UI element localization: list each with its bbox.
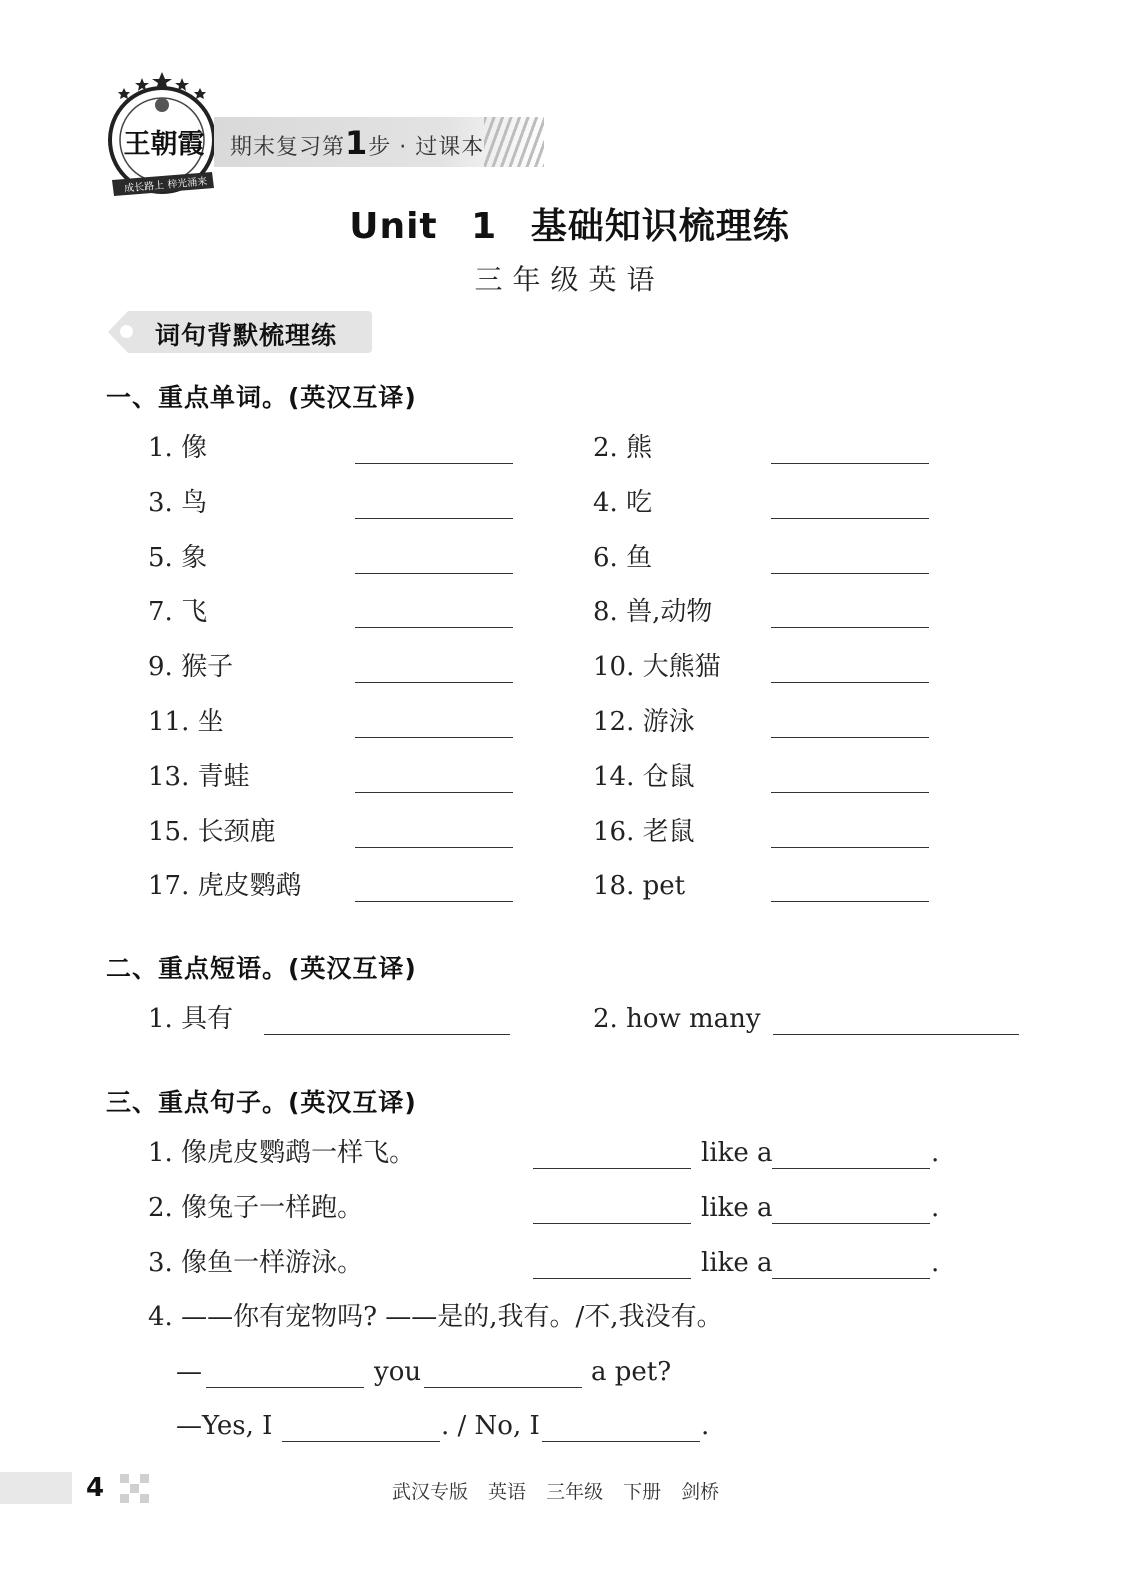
dialogue-word: a pet?	[591, 1357, 672, 1387]
sentence-period: .	[931, 1248, 940, 1278]
word-item: 11. 坐	[148, 707, 224, 737]
sentence-fixed-text: like a	[701, 1193, 773, 1223]
answer-blank[interactable]	[424, 1387, 582, 1388]
sentence-cn: 3. 像鱼一样游泳。	[148, 1248, 364, 1278]
page-title: Unit 1 基础知识梳理练	[349, 206, 790, 247]
section1-heading: 一、重点单词。(英汉互译)	[106, 383, 417, 412]
page-number: 4	[86, 1473, 105, 1503]
dialogue-answer-mid: . / No, I	[441, 1411, 540, 1441]
sentence-fixed-text: like a	[701, 1248, 773, 1278]
word-item: 18. pet	[593, 871, 686, 902]
answer-blank[interactable]	[771, 901, 929, 902]
word-item: 4. 吃	[593, 487, 653, 518]
answer-blank[interactable]	[355, 682, 513, 683]
answer-blank[interactable]	[772, 1278, 930, 1279]
sentence-period: .	[931, 1138, 940, 1168]
answer-blank[interactable]	[542, 1441, 700, 1442]
answer-blank[interactable]	[771, 792, 929, 793]
answer-blank[interactable]	[533, 1223, 691, 1224]
word-item: 13. 青蛙	[148, 761, 250, 792]
footer-squares	[120, 1474, 150, 1504]
answer-blank[interactable]	[355, 463, 513, 464]
word-item: 12. 游泳	[593, 707, 695, 737]
answer-blank[interactable]	[206, 1387, 364, 1388]
section3-heading: 三、重点句子。(英汉互译)	[106, 1088, 417, 1117]
footer-bar	[0, 1472, 72, 1504]
answer-blank[interactable]	[772, 1168, 930, 1169]
footer-edition: 武汉专版 英语 三年级 下册 剑桥	[392, 1481, 720, 1503]
sentence-cn: 1. 像虎皮鹦鹉一样飞。	[148, 1138, 416, 1168]
answer-blank[interactable]	[355, 518, 513, 519]
answer-blank[interactable]	[533, 1278, 691, 1279]
sentence-fixed-text: like a	[701, 1138, 773, 1168]
word-item: 1. 像	[148, 433, 208, 463]
answer-blank[interactable]	[771, 518, 929, 519]
answer-blank[interactable]	[771, 573, 929, 574]
section-tag-label: 词句背默梳理练	[155, 321, 338, 350]
word-item: 5. 象	[148, 542, 208, 573]
word-item: 10. 大熊猫	[593, 652, 721, 683]
word-item: 6. 鱼	[593, 542, 653, 573]
section2-heading: 二、重点短语。(英汉互译)	[106, 954, 417, 983]
word-item: 3. 鸟	[148, 487, 208, 518]
header-label: 期末复习第1步 · 过课本	[230, 124, 485, 162]
page-subtitle: 三年级英语	[474, 263, 665, 296]
answer-blank[interactable]	[771, 627, 929, 628]
word-item: 7. 飞	[148, 597, 208, 628]
answer-blank[interactable]	[355, 901, 513, 902]
dialogue-dash: —	[176, 1357, 202, 1387]
dialogue-answer-end: .	[701, 1411, 710, 1441]
dialogue-word: you	[374, 1357, 422, 1387]
dialogue-question: 4. ——你有宠物吗? ——是的,我有。/不,我没有。	[148, 1302, 723, 1332]
answer-blank[interactable]	[771, 463, 929, 464]
answer-blank[interactable]	[771, 682, 929, 683]
phrase-item: 1. 具有	[148, 1004, 234, 1034]
answer-blank[interactable]	[355, 573, 513, 574]
answer-blank[interactable]	[264, 1034, 510, 1035]
tag-hole-icon	[120, 325, 133, 338]
word-item: 16. 老鼠	[593, 816, 695, 847]
answer-blank[interactable]	[282, 1441, 440, 1442]
word-item: 8. 兽,动物	[593, 597, 713, 628]
word-item: 9. 猴子	[148, 652, 234, 683]
answer-blank[interactable]	[772, 1223, 930, 1224]
dialogue-answer-start: —Yes, I	[176, 1411, 273, 1441]
answer-blank[interactable]	[355, 627, 513, 628]
logo-text: 王朝霞	[123, 129, 205, 160]
logo-ribbon-text: 成长路上 梓光涌来	[123, 176, 208, 195]
sentence-period: .	[931, 1193, 940, 1223]
word-item: 2. 熊	[593, 433, 653, 463]
sentence-cn: 2. 像兔子一样跑。	[148, 1193, 364, 1223]
phrase-item: 2. how many	[593, 1004, 761, 1034]
word-item: 14. 仓鼠	[593, 761, 695, 792]
answer-blank[interactable]	[355, 847, 513, 848]
answer-blank[interactable]	[771, 847, 929, 848]
answer-blank[interactable]	[771, 737, 929, 738]
word-item: 15. 长颈鹿	[148, 816, 276, 847]
answer-blank[interactable]	[355, 792, 513, 793]
answer-blank[interactable]	[533, 1168, 691, 1169]
answer-blank[interactable]	[355, 737, 513, 738]
answer-blank[interactable]	[773, 1034, 1019, 1035]
word-item: 17. 虎皮鹦鹉	[148, 871, 302, 902]
